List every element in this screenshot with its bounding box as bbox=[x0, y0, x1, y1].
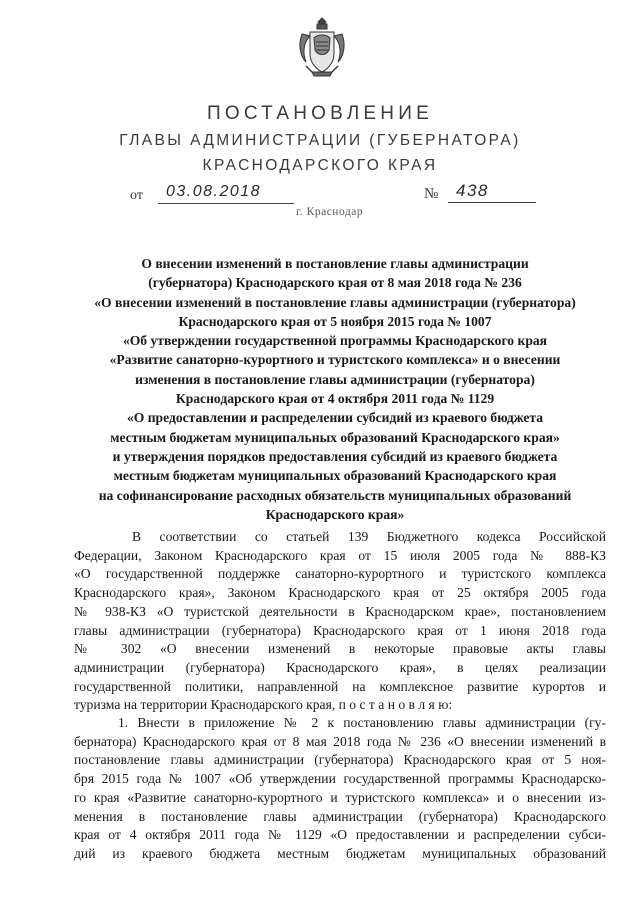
text-line: края от 4 октября 2011 года № 1129 «О предоставлении и распределении субси- bbox=[74, 827, 606, 843]
text-line: 1. Внести в приложение № 2 к постановлению главы администрации (гу- bbox=[118, 715, 606, 730]
document-title bbox=[40, 254, 630, 524]
issuer-heading-line-2: КРАСНОДАРСКОГО КРАЯ bbox=[202, 157, 438, 174]
text-line: дий из краевого бюджета местным бюджетам муниципальных образований bbox=[74, 845, 606, 861]
title-line: местным бюджетам муниципальных образований Краснодарского края bbox=[113, 468, 557, 484]
title-line: местным бюджетам муниципальных образований Краснодарского края» bbox=[110, 429, 560, 445]
number-label: № bbox=[424, 186, 439, 202]
text-line: В соответствии со статьей 139 Бюджетного кодекса Российской bbox=[132, 529, 606, 544]
title-line: Краснодарского края от 4 октября 2011 года № 1129 bbox=[175, 391, 495, 407]
text-line: бря 2015 года № 1007 «Об утверждении государственной программы Краснодарско- bbox=[74, 771, 606, 787]
city-label: г. Краснодар bbox=[296, 206, 364, 218]
text-line: туризма на территории Краснодарского края, п о с т а н о в л я ю: bbox=[74, 697, 453, 713]
title-line: Краснодарского края» bbox=[265, 506, 405, 522]
title-line: «О предоставлении и распределении субсидий из краевого бюджета bbox=[126, 410, 544, 426]
text-line: № 938-КЗ «О туристской деятельности в Краснодарском крае», постановлением bbox=[74, 603, 606, 619]
title-line: О внесении изменений в постановление главы администрации bbox=[141, 256, 529, 271]
text-line: Краснодарского края», Законом Краснодарского края от 25 октября 2005 года bbox=[74, 585, 606, 601]
title-line: «Развитие санаторно-курортного и туристского комплекса» и о внесении bbox=[109, 352, 561, 368]
text-line: менения в постановление главы администрации (губернатора) Краснодарского bbox=[74, 808, 606, 824]
text-line: № 302 «О внесении изменений в некоторые правовые акты главы bbox=[74, 641, 606, 657]
text-line: бернатора) Краснодарского края от 8 мая 2018 года № 236 «О внесении изменений в bbox=[74, 733, 606, 749]
coat-of-arms-emblem bbox=[296, 16, 348, 80]
title-line: «О внесении изменений в постановление главы администрации (губернатора) bbox=[94, 294, 576, 310]
title-line: «Об утверждении государственной программы Краснодарского края bbox=[122, 333, 548, 349]
date-label: от bbox=[130, 188, 143, 203]
clause-1-paragraph bbox=[74, 714, 606, 864]
text-line: постановление главы администрации (губернатора) Краснодарского края от 5 ноя- bbox=[74, 752, 606, 768]
document-type-heading: ПОСТАНОВЛЕНИЕ bbox=[207, 103, 433, 124]
text-line: администрации (губернатора) Краснодарского края», в целях реализации bbox=[74, 659, 606, 675]
text-line: «О государственной поддержке санаторно-курортного и туристского комплекса bbox=[74, 566, 606, 582]
title-line: изменения в постановление главы администрации (губернатора) bbox=[135, 371, 535, 387]
title-line: и утверждения порядков предоставления субсидий из краевого бюджета bbox=[112, 448, 558, 464]
handwritten-number: 438 bbox=[448, 181, 536, 203]
title-line: (губернатора) Краснодарского края от 8 мая 2018 года № 236 bbox=[148, 275, 522, 291]
title-line: Краснодарского края от 5 ноября 2015 года № 1007 bbox=[178, 313, 492, 329]
text-line: Федерации, Законом Краснодарского края от 15 июля 2005 года № 888-КЗ bbox=[74, 547, 606, 563]
text-line: го края «Развитие санаторно-курортного и туристского комплекса» и о внесении из- bbox=[74, 789, 606, 805]
title-line: на софинансирование расходных обязательств муниципальных образований bbox=[98, 487, 572, 503]
issuer-heading-line-1: ГЛАВЫ АДМИНИСТРАЦИИ (ГУБЕРНАТОРА) bbox=[119, 132, 521, 149]
handwritten-date: 03.08.2018 bbox=[158, 183, 294, 204]
text-line: главы администрации (губернатора) Краснодарского края от 1 июня 2018 года bbox=[74, 622, 606, 638]
preamble-paragraph bbox=[74, 528, 606, 715]
text-line: государственной политики, направленной на комплексное развитие курортов и bbox=[74, 678, 606, 694]
